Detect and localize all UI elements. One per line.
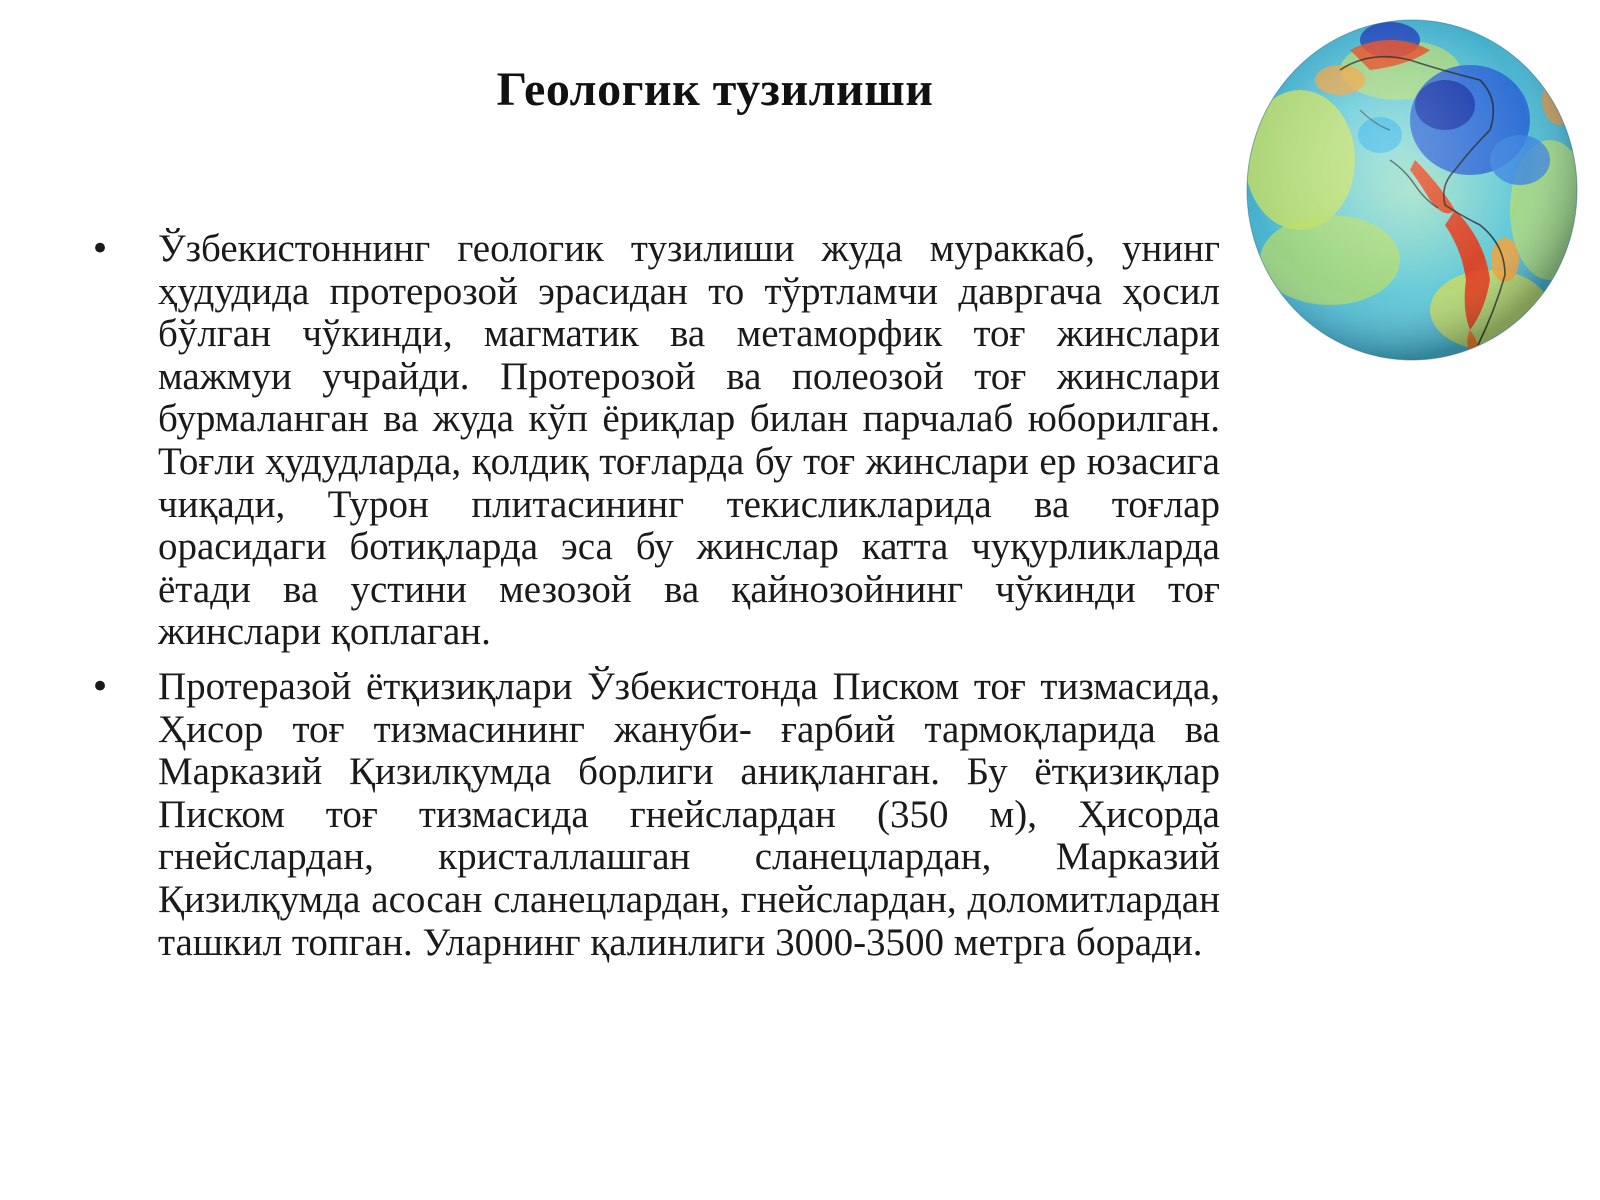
globe-icon [1240,10,1590,365]
globe-image [1240,10,1590,365]
list-item [90,666,1220,964]
bullet-text: Протеразой ётқизиқлари Ўзбекистонда Писком тоғ тизмасида, Ҳисор тоғ тизмасининг жануби- ғарбий тармоқларида ва Марказий Қизилқумда борлиги аниқланган. Бу ётқизиқлар Писком тоғ тизмасида гнейслардан (350 м), Ҳисорда гнейслардан, кристаллашган сланецлардан, Марказий Қизилқумда асосан сланецлардан, гнейслардан, доломитлардан ташкил топган. Уларнинг қалинлиги 3000-3500 метрга боради. [158,664,1220,964]
bullet-marker: • [90,229,111,269]
bullet-list [90,228,1220,976]
slide-title: Геологик тузилиши [496,63,934,116]
bullet-text: Ўзбекистоннинг геологик тузилиши жуда мураккаб, унинг ҳудудида протерозой эрасидан то тўртламчи давргача ҳосил бўлган чўкинди, магматик ва метаморфик тоғ жинслари мажмуи учрайди. Протерозой ва полеозой тоғ жинслари бурмаланган ва жуда кўп ёриқлар билан парчалаб юборилган. Тоғли ҳудудларда, қолдиқ тоғларда бу тоғ жинслари ер юзасига чиқади, Турон плитасининг текисликларида ва тоғлар орасидаги ботиқларда эса бу жинслар катта чуқурликларда ётади ва устини мезозой ва қайнозойнинг чўкинди тоғ жинслари қоплаган. [158,227,1220,654]
list-item [90,228,1220,654]
bullet-marker: • [90,666,111,707]
